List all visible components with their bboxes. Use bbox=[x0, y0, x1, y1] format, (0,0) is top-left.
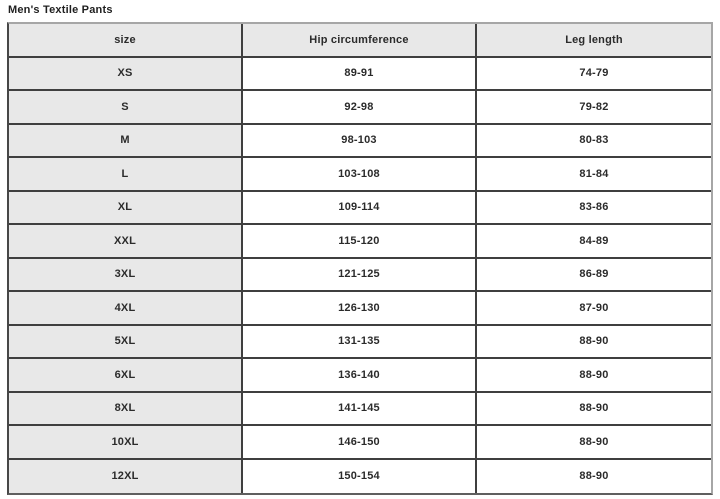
header-row bbox=[9, 24, 711, 58]
leg-length-cell: 88-90 bbox=[477, 460, 711, 494]
table-row bbox=[9, 225, 711, 259]
size-cell: 6XL bbox=[9, 359, 243, 393]
table-row bbox=[9, 91, 711, 125]
table-row bbox=[9, 359, 711, 393]
table-row bbox=[9, 426, 711, 460]
size-cell: 10XL bbox=[9, 426, 243, 460]
page-title: Men's Textile Pants bbox=[8, 4, 113, 16]
size-cell: XXL bbox=[9, 225, 243, 259]
leg-length-cell: 74-79 bbox=[477, 58, 711, 92]
hip-circumference-cell: 146-150 bbox=[243, 426, 477, 460]
table-header bbox=[9, 24, 711, 58]
leg-length-cell: 79-82 bbox=[477, 91, 711, 125]
hip-circumference-cell: 150-154 bbox=[243, 460, 477, 494]
table-row bbox=[9, 393, 711, 427]
hip-circumference-cell: 92-98 bbox=[243, 91, 477, 125]
leg-length-cell: 88-90 bbox=[477, 393, 711, 427]
hip-circumference-cell: 126-130 bbox=[243, 292, 477, 326]
leg-length-cell: 88-90 bbox=[477, 326, 711, 360]
leg-length-cell: 86-89 bbox=[477, 259, 711, 293]
col-header-hip-circumference: Hip circumference bbox=[243, 24, 477, 58]
hip-circumference-cell: 109-114 bbox=[243, 192, 477, 226]
table-row bbox=[9, 58, 711, 92]
table-row bbox=[9, 292, 711, 326]
size-cell: 5XL bbox=[9, 326, 243, 360]
col-header-size: size bbox=[9, 24, 243, 58]
leg-length-cell: 83-86 bbox=[477, 192, 711, 226]
leg-length-cell: 88-90 bbox=[477, 426, 711, 460]
leg-length-cell: 84-89 bbox=[477, 225, 711, 259]
hip-circumference-cell: 131-135 bbox=[243, 326, 477, 360]
leg-length-cell: 81-84 bbox=[477, 158, 711, 192]
size-cell: 8XL bbox=[9, 393, 243, 427]
hip-circumference-cell: 89-91 bbox=[243, 58, 477, 92]
size-cell: XS bbox=[9, 58, 243, 92]
leg-length-cell: 88-90 bbox=[477, 359, 711, 393]
table-body bbox=[9, 58, 711, 494]
table-row bbox=[9, 125, 711, 159]
size-cell: M bbox=[9, 125, 243, 159]
size-cell: S bbox=[9, 91, 243, 125]
size-chart-table bbox=[7, 22, 713, 495]
table-row bbox=[9, 192, 711, 226]
table-row bbox=[9, 460, 711, 494]
hip-circumference-cell: 103-108 bbox=[243, 158, 477, 192]
leg-length-cell: 87-90 bbox=[477, 292, 711, 326]
col-header-leg-length: Leg length bbox=[477, 24, 711, 58]
leg-length-cell: 80-83 bbox=[477, 125, 711, 159]
table-row bbox=[9, 259, 711, 293]
hip-circumference-cell: 98-103 bbox=[243, 125, 477, 159]
size-cell: 12XL bbox=[9, 460, 243, 494]
size-cell: L bbox=[9, 158, 243, 192]
table-row bbox=[9, 326, 711, 360]
size-cell: XL bbox=[9, 192, 243, 226]
table-row bbox=[9, 158, 711, 192]
size-cell: 3XL bbox=[9, 259, 243, 293]
hip-circumference-cell: 141-145 bbox=[243, 393, 477, 427]
hip-circumference-cell: 136-140 bbox=[243, 359, 477, 393]
hip-circumference-cell: 115-120 bbox=[243, 225, 477, 259]
size-cell: 4XL bbox=[9, 292, 243, 326]
hip-circumference-cell: 121-125 bbox=[243, 259, 477, 293]
